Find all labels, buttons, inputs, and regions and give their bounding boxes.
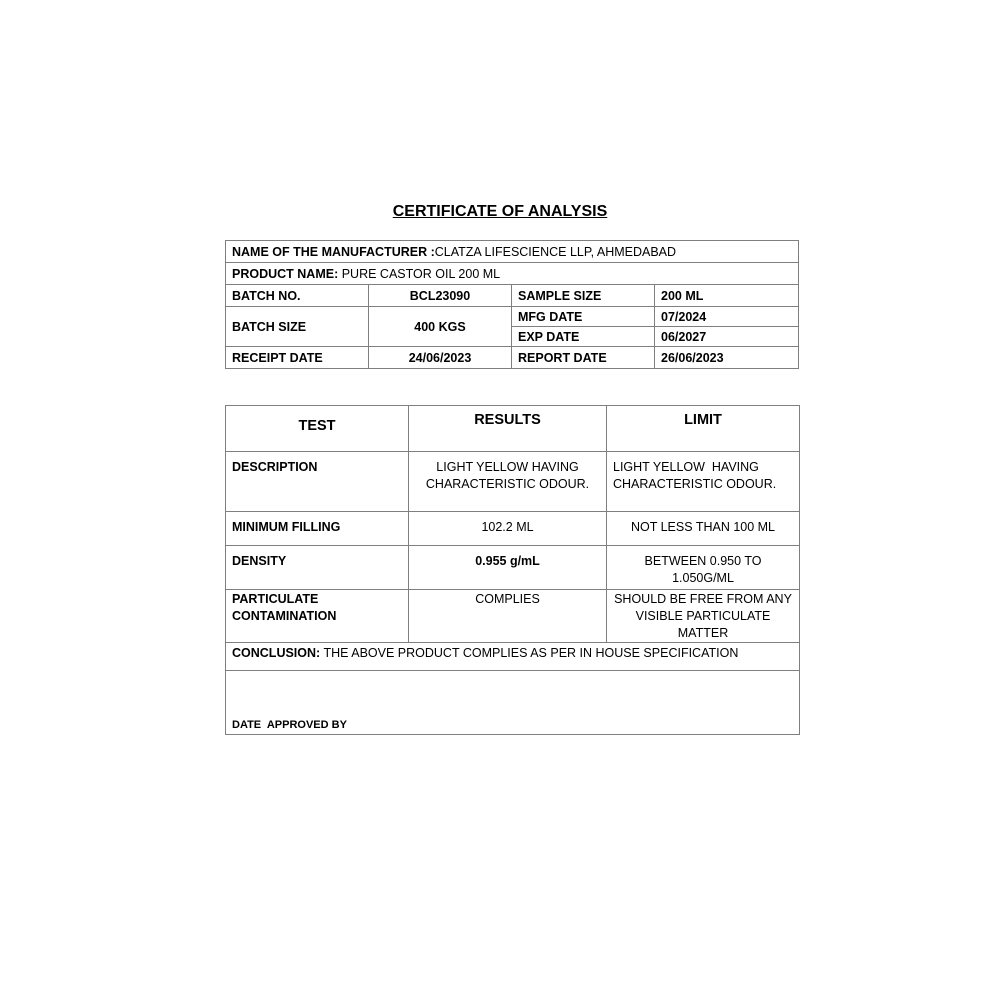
test-result	[409, 546, 607, 590]
test-name-line: CONTAMINATION	[232, 609, 337, 623]
product-info-table	[225, 240, 799, 369]
test-header-row	[226, 406, 800, 452]
test-limit-line: CHARACTERISTIC ODOUR.	[613, 477, 777, 491]
conclusion-label: CONCLUSION:	[232, 646, 321, 660]
signature-row	[226, 671, 800, 735]
test-result	[409, 452, 607, 512]
batch-no-label: BATCH NO.	[226, 285, 369, 307]
header-results: RESULTS	[409, 406, 607, 452]
test-results-table	[225, 405, 800, 735]
header-test: TEST	[226, 406, 409, 452]
test-limit-line: SHOULD BE FREE FROM ANY	[614, 592, 792, 606]
mfg-date-row	[226, 307, 799, 327]
mfg-date-value: 07/2024	[655, 307, 799, 327]
test-limit: NOT LESS THAN 100 ML	[607, 512, 800, 546]
test-result-line: CHARACTERISTIC ODOUR.	[425, 477, 590, 491]
sample-size-label: SAMPLE SIZE	[512, 285, 655, 307]
exp-date-label: EXP DATE	[512, 327, 655, 347]
batch-size-label: BATCH SIZE	[226, 307, 369, 347]
mfg-date-label: MFG DATE	[512, 307, 655, 327]
manufacturer-row	[226, 241, 799, 263]
conclusion-value: THE ABOVE PRODUCT COMPLIES AS PER IN HOUSE SPECIFICATION	[320, 646, 739, 660]
manufacturer-label: NAME OF THE MANUFACTURER :	[232, 244, 435, 259]
product-label: PRODUCT NAME:	[232, 266, 339, 281]
batch-no-row	[226, 285, 799, 307]
signature-label: DATE APPROVED BY	[232, 719, 347, 731]
test-row-minimum-filling	[226, 512, 800, 546]
test-row-density	[226, 546, 800, 590]
sample-size-value: 200 ML	[655, 285, 799, 307]
density-value: 0.955 g/mL	[475, 554, 540, 568]
exp-date-value: 06/2027	[655, 327, 799, 347]
test-name: DESCRIPTION	[226, 452, 409, 512]
receipt-date-value: 24/06/2023	[369, 347, 512, 369]
test-row-particulate	[226, 590, 800, 643]
test-limit-line: VISIBLE PARTICULATE MATTER	[635, 609, 771, 640]
test-limit	[607, 452, 800, 512]
test-limit	[607, 590, 800, 643]
product-row	[226, 263, 799, 285]
test-name	[226, 590, 409, 643]
report-date-label: REPORT DATE	[512, 347, 655, 369]
test-name: DENSITY	[226, 546, 409, 590]
test-limit-line: LIGHT YELLOW HAVING	[613, 460, 759, 474]
manufacturer-value: CLATZA LIFESCIENCE LLP, AHMEDABAD	[434, 244, 677, 259]
receipt-date-row	[226, 347, 799, 369]
test-result: COMPLIES	[409, 590, 607, 643]
test-limit-line: 1.050G/ML	[672, 571, 734, 585]
conclusion-row	[226, 643, 800, 671]
header-limit: LIMIT	[607, 406, 800, 452]
product-value: PURE CASTOR OIL 200 ML	[338, 266, 501, 281]
batch-no-value: BCL23090	[369, 285, 512, 307]
test-result: 102.2 ML	[409, 512, 607, 546]
test-limit	[607, 546, 800, 590]
test-row-description	[226, 452, 800, 512]
report-date-value: 26/06/2023	[655, 347, 799, 369]
document-title: CERTIFICATE OF ANALYSIS	[392, 203, 608, 220]
test-name-line: PARTICULATE	[232, 592, 319, 606]
test-name: MINIMUM FILLING	[226, 512, 409, 546]
test-limit-line: BETWEEN 0.950 TO	[644, 554, 762, 568]
test-result-line: LIGHT YELLOW HAVING	[436, 460, 579, 474]
receipt-date-label: RECEIPT DATE	[226, 347, 369, 369]
batch-size-value: 400 KGS	[369, 307, 512, 347]
